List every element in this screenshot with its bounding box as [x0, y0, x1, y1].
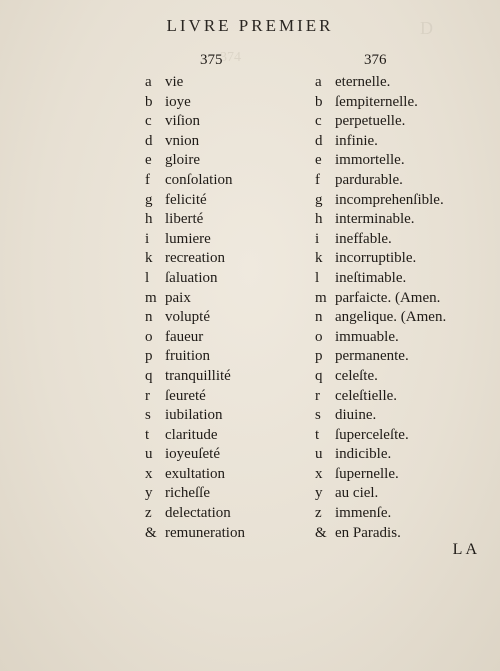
list-letter: a [145, 74, 152, 90]
list-item [315, 191, 446, 211]
list-letter: l [315, 269, 320, 286]
show-through-text: D [420, 18, 433, 38]
list-word: paix [165, 289, 191, 306]
list-word: immuable. [335, 328, 399, 345]
list-word: au ciel. [335, 485, 379, 502]
list-item [145, 445, 245, 465]
list-letter: m [145, 289, 157, 306]
list-item [145, 112, 245, 132]
list-item [145, 504, 245, 524]
list-letter: q [315, 367, 323, 384]
list-word: recreation [165, 250, 225, 267]
list-item [315, 367, 446, 387]
list-item [145, 210, 245, 230]
page-number-right: 376 [364, 52, 387, 68]
list-item [145, 367, 245, 387]
list-item [145, 73, 245, 93]
list-item [145, 93, 245, 113]
list-letter: k [145, 250, 153, 267]
list-item [315, 112, 446, 132]
list-word: interminable. [335, 211, 415, 228]
running-head [0, 16, 500, 36]
list-letter: u [315, 446, 323, 463]
list-word: lumiere [165, 230, 211, 247]
list-item [315, 524, 446, 544]
list-letter: h [315, 211, 323, 228]
list-letter: l [145, 269, 150, 286]
list-letter: b [145, 93, 153, 110]
list-item [145, 151, 245, 171]
list-word: ſeureté [165, 387, 206, 404]
list-word: immortelle. [335, 152, 405, 169]
list-letter: s [145, 407, 151, 424]
catchword: LA [452, 541, 480, 558]
list-letter: h [145, 211, 153, 228]
list-word: perpetuelle. [335, 113, 406, 130]
list-word: faueur [165, 328, 204, 345]
list-word: permanente. [335, 348, 409, 365]
list-item [145, 249, 245, 269]
list-letter: e [315, 152, 322, 169]
list-letter: e [145, 152, 152, 169]
list-word: pardurable. [335, 171, 403, 188]
list-word: gloire [165, 152, 200, 169]
left-column [145, 73, 245, 543]
list-item [315, 406, 446, 426]
list-letter: u [145, 446, 153, 463]
list-word: iubilation [165, 407, 223, 424]
list-item [145, 191, 245, 211]
list-word: volupté [165, 309, 210, 326]
list-item [315, 269, 446, 289]
list-word: ſuperceleſte. [335, 426, 409, 443]
list-item [315, 504, 446, 524]
list-letter: o [145, 328, 153, 345]
running-head-text: LIVRE PREMIER [166, 16, 334, 35]
list-item [315, 132, 446, 152]
list-letter: a [315, 74, 322, 90]
list-letter: y [315, 485, 323, 502]
list-word: ſupernelle. [335, 465, 399, 482]
list-letter: i [315, 230, 320, 247]
list-letter: s [315, 407, 321, 424]
list-letter: c [315, 113, 322, 130]
list-item [315, 93, 446, 113]
list-word: ſaluation [165, 269, 218, 286]
list-item [145, 406, 245, 426]
list-letter: f [315, 171, 320, 188]
list-word: incomprehenſible. [335, 191, 444, 208]
list-letter: z [315, 505, 322, 522]
list-word: conſolation [165, 171, 233, 188]
list-word: eternelle. [335, 74, 391, 90]
list-word: ſempiternelle. [335, 93, 418, 110]
list-word: celeſte. [335, 367, 378, 384]
list-word: fruition [165, 348, 210, 365]
list-word: viſion [165, 113, 201, 130]
list-item [315, 484, 446, 504]
list-word: immenſe. [335, 505, 392, 522]
list-letter: x [145, 465, 153, 482]
list-letter: z [145, 505, 152, 522]
list-item [315, 230, 446, 250]
list-item [315, 289, 446, 309]
list-letter: t [145, 426, 150, 443]
list-letter: g [145, 191, 153, 208]
list-word: tranquillité [165, 367, 231, 384]
list-item [145, 347, 245, 367]
list-word: ioye [165, 93, 191, 110]
list-item [315, 445, 446, 465]
list-letter: f [145, 171, 150, 188]
list-word: remuneration [165, 524, 245, 541]
list-item [315, 151, 446, 171]
list-item [145, 465, 245, 485]
list-item [315, 171, 446, 191]
list-item [145, 484, 245, 504]
list-item [145, 308, 245, 328]
list-letter: n [145, 309, 153, 326]
list-letter: i [145, 230, 150, 247]
list-letter: c [145, 113, 152, 130]
list-item [315, 426, 446, 446]
list-word: infinie. [335, 132, 378, 149]
list-item [315, 73, 446, 93]
list-word: ioyeuſeté [165, 446, 220, 463]
list-item [145, 426, 245, 446]
list-item [145, 524, 245, 544]
list-letter: r [145, 387, 150, 404]
list-letter: b [315, 93, 323, 110]
list-word: felicité [165, 191, 207, 208]
list-letter: o [315, 328, 323, 345]
list-item [315, 308, 446, 328]
list-item [315, 387, 446, 407]
list-item [315, 328, 446, 348]
list-word: vie [165, 74, 184, 90]
list-letter: d [315, 132, 323, 149]
list-word: en Paradis. [335, 524, 401, 541]
list-word: liberté [165, 211, 204, 228]
list-letter: m [315, 289, 327, 306]
list-item [145, 269, 245, 289]
list-letter: p [315, 348, 323, 365]
list-letter: r [315, 387, 320, 404]
list-word: celeſtielle. [335, 387, 398, 404]
list-word: richeſſe [165, 485, 210, 502]
list-item [315, 347, 446, 367]
list-word: ineſtimable. [335, 269, 407, 286]
list-item [145, 328, 245, 348]
page-number-left: 375 [200, 52, 223, 68]
list-letter: t [315, 426, 320, 443]
list-word: ineffable. [335, 230, 392, 247]
list-item [315, 465, 446, 485]
list-letter: g [315, 191, 323, 208]
list-word: indicible. [335, 446, 392, 463]
list-letter: d [145, 132, 153, 149]
list-word: claritude [165, 426, 218, 443]
list-word: angelique. (Amen. [335, 309, 447, 326]
list-letter: p [145, 348, 153, 365]
list-letter: y [145, 485, 153, 502]
list-item [145, 230, 245, 250]
list-item [145, 387, 245, 407]
list-item [145, 289, 245, 309]
list-word: delectation [165, 505, 231, 522]
list-word: diuine. [335, 407, 377, 424]
list-letter: n [315, 309, 323, 326]
list-item [315, 249, 446, 269]
list-word: vnion [165, 132, 200, 149]
list-item [315, 210, 446, 230]
list-word: incorruptible. [335, 250, 417, 267]
list-letter: x [315, 465, 323, 482]
right-column [315, 73, 446, 543]
list-letter: k [315, 250, 323, 267]
list-word: parfaicte. (Amen. [335, 289, 441, 306]
list-letter: q [145, 367, 153, 384]
list-word: exultation [165, 465, 225, 482]
list-letter: & [315, 524, 327, 541]
list-item [145, 132, 245, 152]
show-through-text: 374 [220, 50, 241, 65]
list-letter: & [145, 524, 157, 541]
list-item [145, 171, 245, 191]
